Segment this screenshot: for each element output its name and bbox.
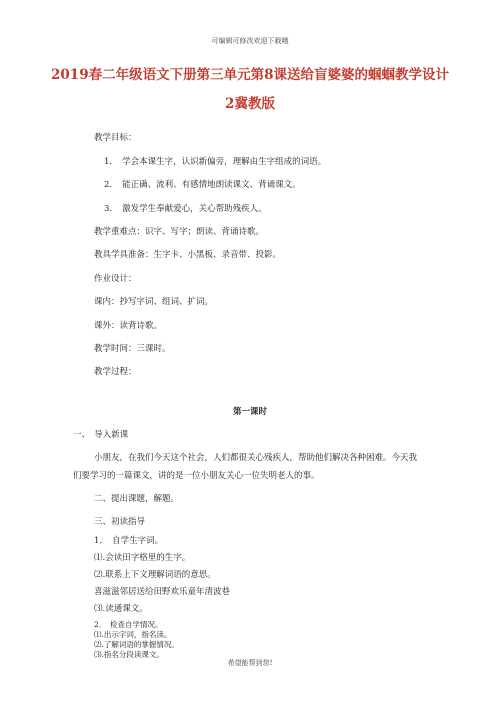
homework-after-class: 课外：读背诗歌。 (94, 321, 163, 331)
intro-paragraph-line1: 小朋友，在我们今天这个社会，人们都很关心残疾人，帮助他们解决各种困难。今天我 (94, 453, 418, 463)
step-check-a: ⑴.出示字词，指名读。 (94, 630, 172, 639)
teaching-time: 教学时间：三课时。 (94, 344, 171, 354)
teaching-tools: 教具学具准备：生字卡、小黑板、录音带、投影。 (94, 250, 282, 260)
section-3-heading: 三、初读指导 (94, 517, 146, 527)
objective-1: 1． 学会本课生字，认识新偏旁，理解由生字组成的词语。 (104, 157, 327, 167)
homework-label: 作业设计： (94, 274, 137, 284)
key-difficulties: 教学重难点：识字、写字；朗读、背诵诗歌。 (94, 227, 265, 237)
lesson-heading: 第一课时 (232, 407, 267, 417)
step-check-progress: 2． 检查自学情况。 (94, 620, 163, 629)
objectives-label: 教学目标： (94, 133, 137, 143)
header-note: 可编辑可修改欢迎下载哦 (211, 37, 289, 45)
intro-paragraph-line2: 们要学习的一篇课文，讲的是一位小朋友关心一位失明老人的事。 (73, 471, 320, 481)
step-self-study-b: ⑵.联系上下文理解词语的意思。 (94, 570, 216, 580)
footer-note: 希望能帮到您! (227, 659, 273, 667)
objective-3: 3． 激发学生奉献爱心，关心帮助残疾人。 (104, 204, 267, 214)
document-title-line2: 2冀教版 (225, 96, 275, 112)
document-title-line1: 2019春二年级语文下册第三单元第8课送给盲婆婆的蝈蝈教学设计 (51, 67, 449, 83)
step-self-study-a: ⑴.会读田字格里的生字。 (94, 553, 191, 563)
section-2-heading: 二、提出课题，解题。 (94, 494, 180, 504)
teaching-process-label: 教学过程： (94, 367, 137, 377)
vocabulary-line: 喜滋滋邻居送给田野欢乐童年清波巷 (94, 587, 231, 597)
step-check-c: ⑶.指名分段读课文。 (94, 650, 164, 659)
step-check-b: ⑵.了解词语的掌握情况。 (94, 640, 179, 649)
objective-2: 2． 能正确、流利、有感情地朗读课文、背诵课文。 (104, 180, 301, 190)
section-1-heading: 一、 导入新课 (73, 430, 129, 440)
homework-in-class: 课内：抄写字词、组词、扩词。 (94, 297, 214, 307)
step-self-study: 1． 自学生字词。 (94, 536, 164, 546)
step-self-study-c: ⑶.读通课文。 (94, 604, 148, 614)
